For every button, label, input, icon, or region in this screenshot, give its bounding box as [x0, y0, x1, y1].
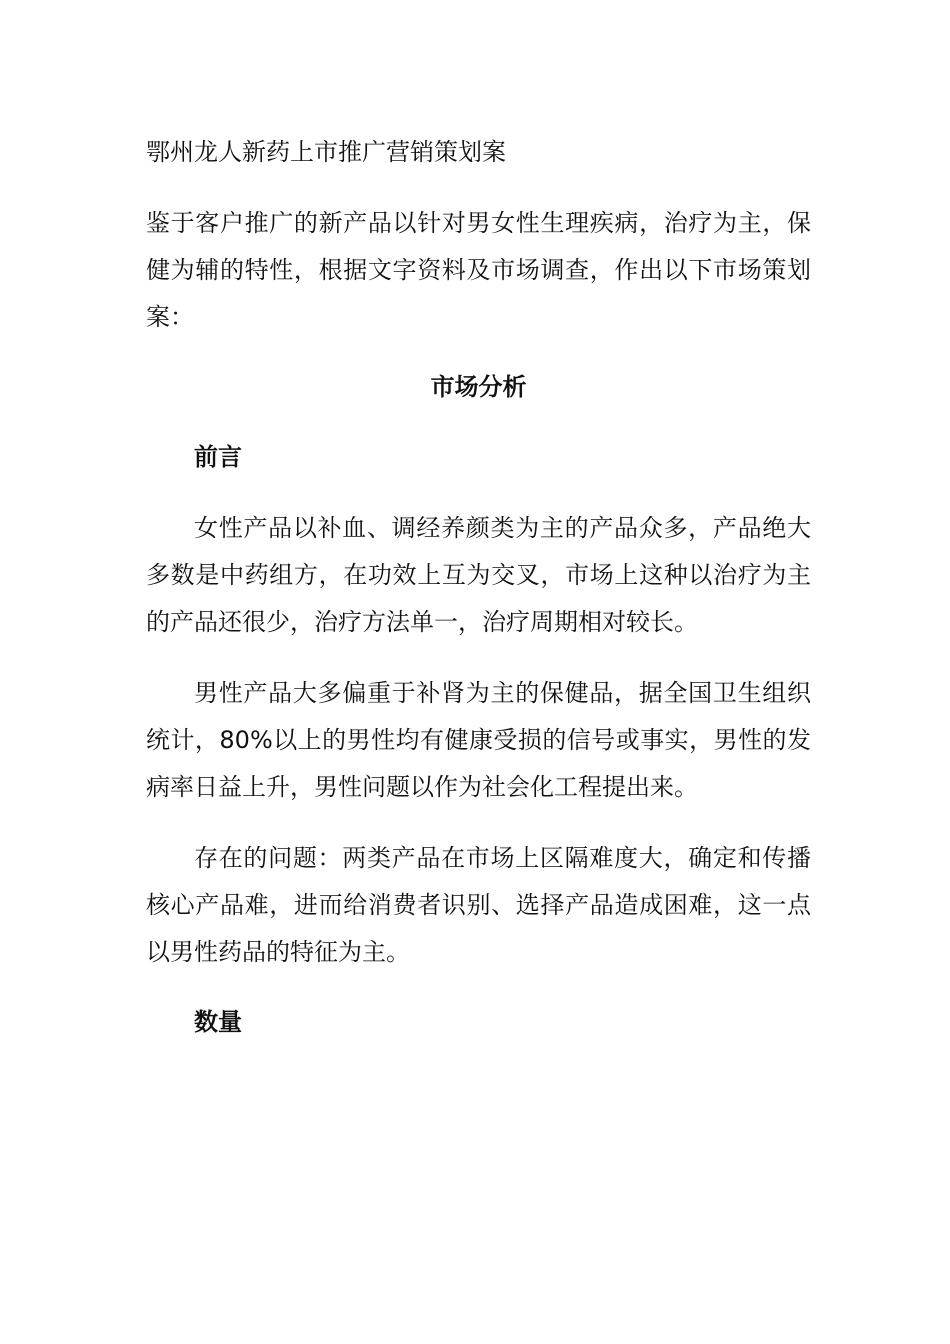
paragraph-female-products: 女性产品以补血、调经养颜类为主的产品众多，产品绝大多数是中药组方，在功效上互为交叉，市场上这种以治疗为主的产品还很少，治疗方法单一，治疗周期相对较长。 [146, 514, 811, 636]
paragraph-existing-problems: 存在的问题：两类产品在市场上区隔难度大，确定和传播核心产品难，进而给消费者识别、选择产品造成困难，这一点以男性药品的特征为主。 [146, 844, 811, 966]
section-title-market-analysis: 市场分析 [430, 373, 527, 401]
preface-heading: 前言 [194, 443, 242, 471]
document-title: 鄂州龙人新药上市推广营销策划案 [146, 138, 506, 166]
quantity-heading: 数量 [194, 1008, 242, 1036]
paragraph-male-products: 男性产品大多偏重于补肾为主的保健品，据全国卫生组织统计，80%以上的男性均有健康受损的信号或事实，男性的发病率日益上升，男性问题以作为社会化工程提出来。 [146, 679, 811, 801]
intro-paragraph: 鉴于客户推广的新产品以针对男女性生理疾病，治疗为主，保健为辅的特性，根据文字资料及市场调查，作出以下市场策划案： [146, 209, 811, 331]
document-body [146, 130, 811, 1070]
